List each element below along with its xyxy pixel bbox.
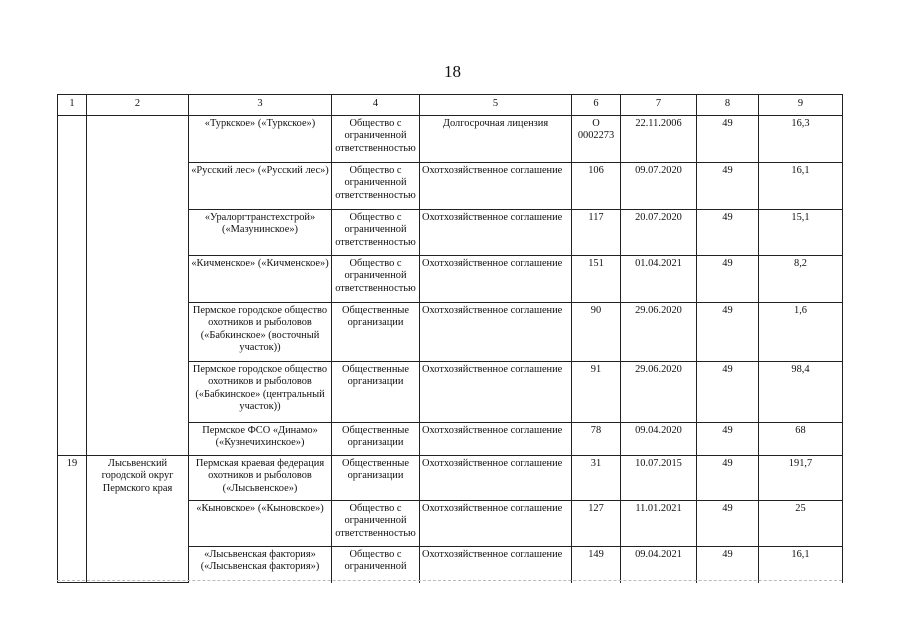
basis-cell: Охотхозяйственное соглашение <box>420 210 572 256</box>
area-cell: 16,3 <box>759 116 843 163</box>
legal-form-cell: Общество с ограниченной ответственностью <box>332 501 420 547</box>
column-header: 2 <box>87 95 189 116</box>
page-bottom-edge <box>57 580 842 581</box>
legal-form-cell: Общественные организации <box>332 456 420 501</box>
document-number-cell: 151 <box>572 256 621 303</box>
date-cell: 09.04.2020 <box>621 423 697 456</box>
term-cell: 49 <box>697 547 759 583</box>
legal-form-cell: Общество с ограниченной ответственностью <box>332 210 420 256</box>
table-row <box>58 456 843 501</box>
document-number-cell: 106 <box>572 163 621 210</box>
user-cell: «Кыновское» («Кыновское») <box>189 501 332 547</box>
basis-cell: Охотхозяйственное соглашение <box>420 423 572 456</box>
user-cell: Пермское городское общество охотников и рыболовов («Бабкинское» (восточный участок)) <box>189 303 332 362</box>
date-cell: 01.04.2021 <box>621 256 697 303</box>
column-header: 6 <box>572 95 621 116</box>
user-cell: Пермское ФСО «Динамо» («Кузнечихинское») <box>189 423 332 456</box>
term-cell: 49 <box>697 210 759 256</box>
term-cell: 49 <box>697 456 759 501</box>
area-cell: 191,7 <box>759 456 843 501</box>
document-number-cell: 127 <box>572 501 621 547</box>
document-number-cell: 117 <box>572 210 621 256</box>
legal-form-cell: Общество с ограниченной ответственностью <box>332 116 420 163</box>
user-cell: «Уралоргтранстехстрой» («Мазунинское») <box>189 210 332 256</box>
user-cell: «Кичменское» («Кичменское») <box>189 256 332 303</box>
basis-cell: Охотхозяйственное соглашение <box>420 163 572 210</box>
legal-form-cell: Общественные организации <box>332 362 420 423</box>
user-cell: Пермское городское общество охотников и рыболовов («Бабкинское» (центральный участок)) <box>189 362 332 423</box>
date-cell: 20.07.2020 <box>621 210 697 256</box>
column-header: 7 <box>621 95 697 116</box>
column-header: 9 <box>759 95 843 116</box>
user-cell: «Лысьвенская фактория» («Лысьвенская фактория») <box>189 547 332 583</box>
basis-cell: Охотхозяйственное соглашение <box>420 456 572 501</box>
row-number-cell <box>58 116 87 456</box>
district-cell <box>87 116 189 456</box>
term-cell: 49 <box>697 501 759 547</box>
term-cell: 49 <box>697 423 759 456</box>
term-cell: 49 <box>697 163 759 210</box>
area-cell: 8,2 <box>759 256 843 303</box>
column-header: 4 <box>332 95 420 116</box>
term-cell: 49 <box>697 303 759 362</box>
date-cell: 09.04.2021 <box>621 547 697 583</box>
column-header: 1 <box>58 95 87 116</box>
area-cell: 25 <box>759 501 843 547</box>
term-cell: 49 <box>697 256 759 303</box>
basis-cell: Охотхозяйственное соглашение <box>420 362 572 423</box>
column-header: 3 <box>189 95 332 116</box>
basis-cell: Охотхозяйственное соглашение <box>420 501 572 547</box>
document-number-cell: 31 <box>572 456 621 501</box>
legal-form-cell: Общество с ограниченной <box>332 547 420 583</box>
document-number-cell: 78 <box>572 423 621 456</box>
legal-form-cell: Общество с ограниченной ответственностью <box>332 256 420 303</box>
area-cell: 16,1 <box>759 547 843 583</box>
date-cell: 29.06.2020 <box>621 362 697 423</box>
basis-cell: Охотхозяйственное соглашение <box>420 256 572 303</box>
legal-form-cell: Общественные организации <box>332 303 420 362</box>
page-number: 18 <box>444 62 461 81</box>
legal-form-cell: Общественные организации <box>332 423 420 456</box>
basis-cell: Долгосрочная лицензия <box>420 116 572 163</box>
area-cell: 16,1 <box>759 163 843 210</box>
column-header: 5 <box>420 95 572 116</box>
date-cell: 22.11.2006 <box>621 116 697 163</box>
term-cell: 49 <box>697 116 759 163</box>
area-cell: 98,4 <box>759 362 843 423</box>
date-cell: 09.07.2020 <box>621 163 697 210</box>
row-number-cell: 19 <box>58 456 87 583</box>
date-cell: 10.07.2015 <box>621 456 697 501</box>
user-cell: «Русский лес» («Русский лес») <box>189 163 332 210</box>
area-cell: 68 <box>759 423 843 456</box>
column-number-row <box>58 95 843 116</box>
table-row <box>58 116 843 163</box>
district-cell: Лысьвенский городской округ Пермского края <box>87 456 189 583</box>
date-cell: 11.01.2021 <box>621 501 697 547</box>
column-header: 8 <box>697 95 759 116</box>
hunting-grounds-table <box>57 94 843 583</box>
area-cell: 1,6 <box>759 303 843 362</box>
date-cell: 29.06.2020 <box>621 303 697 362</box>
user-cell: Пермская краевая федерация охотников и рыболовов («Лысьвенское») <box>189 456 332 501</box>
document-number-cell: 90 <box>572 303 621 362</box>
legal-form-cell: Общество с ограниченной ответственностью <box>332 163 420 210</box>
document-number-cell: О 0002273 <box>572 116 621 163</box>
basis-cell: Охотхозяйственное соглашение <box>420 303 572 362</box>
document-number-cell: 91 <box>572 362 621 423</box>
document-number-cell: 149 <box>572 547 621 583</box>
user-cell: «Туркское» («Туркское») <box>189 116 332 163</box>
term-cell: 49 <box>697 362 759 423</box>
basis-cell: Охотхозяйственное соглашение <box>420 547 572 583</box>
area-cell: 15,1 <box>759 210 843 256</box>
